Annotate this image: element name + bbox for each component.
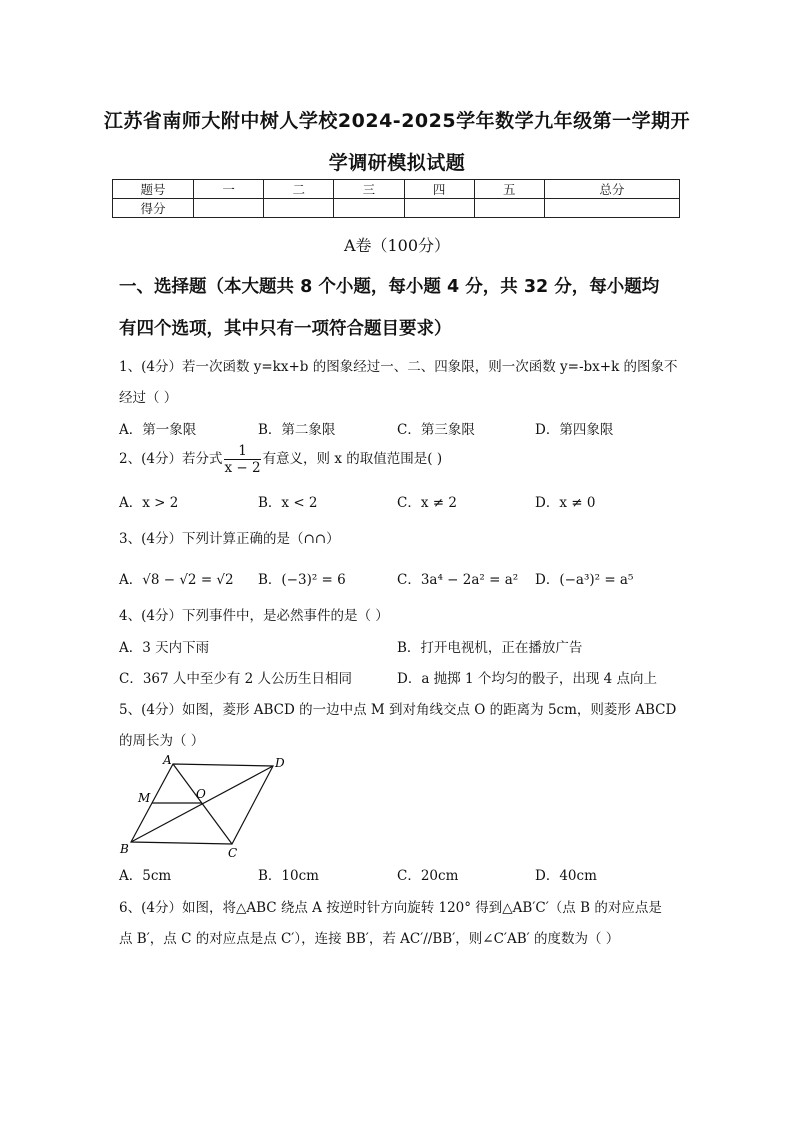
question-5-text-line2: 的周长为（ ） xyxy=(119,733,205,749)
question-3-text: 3、(4分）下列计算正确的是（∩∩） xyxy=(119,531,340,547)
q4-option-a[interactable]: A．3 天内下雨 xyxy=(119,640,210,656)
diagonal-bd xyxy=(131,766,273,842)
q2-option-a[interactable]: A．x > 2 xyxy=(119,495,179,511)
point-label-b: B xyxy=(120,842,129,856)
q2-option-d[interactable]: D．x ≠ 0 xyxy=(535,495,596,511)
q2-suffix: 有意义，则 x 的取值范围是( ) xyxy=(262,451,443,467)
table-cell: 一 xyxy=(194,180,264,199)
q2-prefix: 2、(4分）若分式 xyxy=(119,451,223,467)
q4-option-b[interactable]: B．打开电视机，正在播放广告 xyxy=(397,640,583,656)
point-label-a: A xyxy=(163,753,172,767)
point-label-d: D xyxy=(275,756,285,770)
score-input-cell[interactable] xyxy=(404,199,474,218)
q5-option-a[interactable]: A．5cm xyxy=(119,868,172,884)
question-5-text: 5、(4分）如图，菱形 ABCD 的一边中点 M 到对角线交点 O 的距离为 5cm，则菱形 ABCD xyxy=(119,702,677,718)
table-cell: 二 xyxy=(264,180,334,199)
q2-option-c[interactable]: C．x ≠ 2 xyxy=(397,495,457,511)
question-6-text: 6、(4分）如图，将△ABC 绕点 A 按逆时针方向旋转 120° 得到△AB′C′（点 B 的对应点是 xyxy=(119,900,662,916)
q5-option-b[interactable]: B．10cm xyxy=(258,868,319,884)
table-cell: 三 xyxy=(334,180,404,199)
score-input-cell[interactable] xyxy=(194,199,264,218)
score-input-cell[interactable] xyxy=(544,199,679,218)
volume-heading: A卷（100分） xyxy=(343,236,451,255)
question-4-text: 4、(4分）下列事件中，是必然事件的是（ ） xyxy=(119,608,389,624)
q4-option-d[interactable]: D．a 抛掷 1 个均匀的骰子，出现 4 点向上 xyxy=(397,671,658,687)
q4-option-c[interactable]: C．367 人中至少有 2 人公历生日相同 xyxy=(119,671,353,687)
question-1-text: 1、(4分）若一次函数 y=kx+b 的图象经过一、二、四象限，则一次函数 y=-bx+k 的图象不 xyxy=(119,359,678,375)
rhombus-figure xyxy=(112,752,292,858)
score-input-cell[interactable] xyxy=(334,199,404,218)
question-1-text-line2: 经过（ ） xyxy=(119,390,178,406)
table-row xyxy=(113,199,680,218)
q5-option-d[interactable]: D．40cm xyxy=(535,868,597,884)
table-cell: 四 xyxy=(404,180,474,199)
q3-option-c[interactable]: C．3a⁴ − 2a² = a² xyxy=(397,572,519,588)
q1-option-d[interactable]: D．第四象限 xyxy=(535,422,614,438)
fraction-numerator: 1 xyxy=(224,443,260,460)
q3-option-b[interactable]: B．(−3)² = 6 xyxy=(258,572,346,588)
score-table xyxy=(112,179,680,218)
question-2-text xyxy=(119,443,442,476)
table-cell: 总分 xyxy=(544,180,679,199)
page-title-line2: 学调研模拟试题 xyxy=(328,152,466,174)
table-cell: 得分 xyxy=(113,199,194,218)
fraction xyxy=(224,443,260,476)
q3-option-d[interactable]: D．(−a³)² = a⁵ xyxy=(535,572,634,588)
q3-option-a[interactable]: A．√8 − √2 = √2 xyxy=(119,572,234,588)
point-label-c: C xyxy=(228,846,238,858)
table-cell: 五 xyxy=(474,180,544,199)
score-input-cell[interactable] xyxy=(474,199,544,218)
question-6-text-line2: 点 B′，点 C 的对应点是点 C′），连接 BB′，若 AC′//BB′，则∠C′AB′ 的度数为（ ） xyxy=(119,931,620,947)
point-label-m: M xyxy=(138,791,151,805)
point-label-o: O xyxy=(196,787,206,801)
q1-option-c[interactable]: C．第三象限 xyxy=(397,422,475,438)
q5-option-c[interactable]: C．20cm xyxy=(397,868,459,884)
score-input-cell[interactable] xyxy=(264,199,334,218)
table-cell: 题号 xyxy=(113,180,194,199)
table-row xyxy=(113,180,680,199)
fraction-denominator: x − 2 xyxy=(224,460,261,476)
q1-option-b[interactable]: B．第二象限 xyxy=(258,422,336,438)
section-heading-line2: 有四个选项，其中只有一项符合题目要求） xyxy=(119,319,452,339)
q2-option-b[interactable]: B．x < 2 xyxy=(258,495,318,511)
section-heading: 一、选择题（本大题共 8 个小题，每小题 4 分，共 32 分，每小题均 xyxy=(119,277,660,297)
page-title: 江苏省南师大附中树人学校2024-2025学年数学九年级第一学期开 xyxy=(103,110,691,132)
q1-option-a[interactable]: A．第一象限 xyxy=(119,422,197,438)
